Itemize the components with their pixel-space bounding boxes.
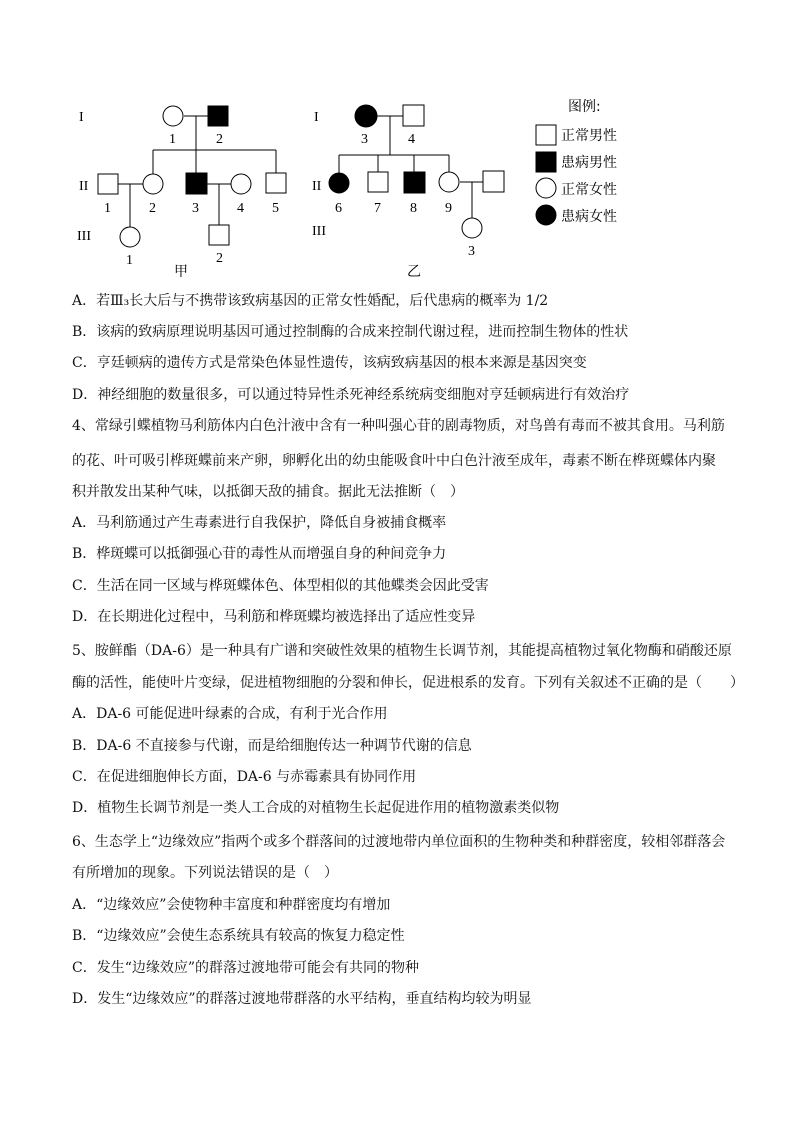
individual-number: 4 bbox=[237, 201, 244, 216]
individual-number: 1 bbox=[126, 253, 133, 268]
legend-label: 患病女性 bbox=[561, 209, 617, 225]
q5-stem-line: 5、胺鲜酯（DA-6）是一种具有广谱和突破性效果的植物生长调节剂，其能提高植物过氧化物酶和硝酸还原 bbox=[72, 643, 732, 659]
q4-option-a: A．马利筋通过产生毒素进行自我保护，降低自身被捕食概率 bbox=[72, 515, 447, 531]
affected-female-icon bbox=[355, 105, 377, 127]
individual-number: 1 bbox=[169, 132, 176, 147]
generation-label: I bbox=[314, 110, 319, 125]
q3-option-d: D．神经细胞的数量很多，可以通过特异性杀死神经系统病变细胞对亨廷顿病进行有效治疗 bbox=[72, 387, 630, 403]
normal-male-icon bbox=[98, 174, 118, 194]
normal-male-icon bbox=[483, 171, 504, 192]
generation-label: III bbox=[77, 229, 91, 244]
q6-stem-line: 6、生态学上“边缘效应”指两个或多个群落间的过渡地带内单位面积的生物种类和种群密度，较相邻群落会 bbox=[72, 834, 726, 850]
normal-male-icon bbox=[266, 173, 286, 193]
individual-number: 2 bbox=[216, 132, 223, 147]
individual-number: 9 bbox=[445, 201, 452, 216]
affected-male-icon bbox=[404, 172, 425, 193]
individual-number: 4 bbox=[408, 132, 415, 147]
affected-female-icon bbox=[536, 205, 556, 225]
individual-number: 1 bbox=[104, 201, 111, 216]
affected-male-icon bbox=[536, 152, 556, 172]
individual-number: 2 bbox=[216, 251, 223, 266]
normal-female-icon bbox=[163, 106, 183, 126]
q5-option-b: B．DA-6 不直接参与代谢，而是给细胞传达一种调节代谢的信息 bbox=[72, 738, 472, 754]
individual-number: 8 bbox=[410, 201, 417, 216]
individual-number: 7 bbox=[374, 201, 381, 216]
q5-option-c: C．在促进细胞伸长方面，DA-6 与赤霉素具有协同作用 bbox=[72, 769, 417, 785]
normal-female-icon bbox=[439, 172, 459, 192]
generation-label: II bbox=[79, 179, 89, 194]
figure-caption-jia: 甲 bbox=[174, 264, 188, 280]
individual-number: 5 bbox=[272, 201, 279, 216]
q5-option-d: D．植物生长调节剂是一类人工合成的对植物生长起促进作用的植物激素类似物 bbox=[72, 800, 560, 816]
q5-option-a: A．DA-6 可能促进叶绿素的合成，有利于光合作用 bbox=[72, 706, 388, 722]
individual-number: 3 bbox=[192, 201, 199, 216]
q5-stem-line: 酶的活性，能使叶片变绿，促进植物细胞的分裂和伸长，促进根系的发育。下列有关叙述不正确的是（ ） bbox=[72, 675, 744, 691]
q4-stem-line: 4、常绿引蝶植物马利筋体内白色汁液中含有一种叫强心苷的剧毒物质，对鸟兽有毒而不被其食用。马利筋 bbox=[72, 418, 725, 434]
affected-male-icon bbox=[186, 173, 207, 194]
normal-female-icon bbox=[231, 174, 251, 194]
q6-stem-line: 有所增加的现象。下列说法错误的是（ ） bbox=[72, 865, 338, 881]
generation-label: I bbox=[79, 110, 84, 125]
affected-female-icon bbox=[329, 173, 349, 193]
normal-female-icon bbox=[120, 227, 140, 247]
legend-label: 正常女性 bbox=[561, 182, 617, 198]
normal-female-icon bbox=[462, 218, 482, 238]
individual-number: 3 bbox=[468, 244, 475, 259]
q4-stem-line: 积并散发出某种气味，以抵御天敌的捕食。据此无法推断（ ） bbox=[72, 484, 464, 500]
q6-option-a: A．“边缘效应”会使物种丰富度和种群密度均有增加 bbox=[72, 897, 391, 913]
q6-option-d: D．发生“边缘效应”的群落过渡地带群落的水平结构，垂直结构均较为明显 bbox=[72, 991, 532, 1007]
affected-male-icon bbox=[208, 106, 228, 126]
individual-number: 6 bbox=[335, 201, 342, 216]
figure-caption-yi: 乙 bbox=[407, 264, 421, 280]
q4-option-d: D．在长期进化过程中，马利筋和桦斑蝶均被选择出了适应性变异 bbox=[72, 609, 476, 625]
normal-male-icon bbox=[536, 125, 556, 145]
q4-option-c: C．生活在同一区域与桦斑蝶体色、体型相似的其他蝶类会因此受害 bbox=[72, 578, 489, 594]
pedigree-figure bbox=[0, 0, 794, 290]
normal-female-icon bbox=[536, 178, 556, 198]
normal-female-icon bbox=[143, 174, 163, 194]
q3-option-a: A．若Ⅲ₃长大后与不携带该致病基因的正常女性婚配，后代患病的概率为 1/2 bbox=[72, 293, 549, 309]
q3-option-c: C．亨廷顿病的遗传方式是常染色体显性遗传，该病致病基因的根本来源是基因突变 bbox=[72, 355, 587, 371]
normal-male-icon bbox=[403, 105, 424, 126]
normal-male-icon bbox=[209, 225, 229, 245]
q4-stem-line: 的花、叶可吸引桦斑蝶前来产卵，卵孵化出的幼虫能吸食叶中白色汁液至成年，毒素不断在桦斑蝶体内聚 bbox=[72, 453, 716, 469]
individual-number: 3 bbox=[361, 132, 368, 147]
individual-number: 2 bbox=[149, 201, 156, 216]
legend-label: 正常男性 bbox=[561, 128, 617, 144]
legend-label: 患病男性 bbox=[561, 155, 617, 171]
q3-option-b: B．该病的致病原理说明基因可通过控制酶的合成来控制代谢过程，进而控制生物体的性状 bbox=[72, 324, 629, 340]
generation-label: II bbox=[312, 179, 322, 194]
legend-title: 图例: bbox=[568, 99, 601, 115]
q6-option-b: B．“边缘效应”会使生态系统具有较高的恢复力稳定性 bbox=[72, 928, 405, 944]
q4-option-b: B．桦斑蝶可以抵御强心苷的毒性从而增强自身的种间竞争力 bbox=[72, 546, 447, 562]
normal-male-icon bbox=[368, 172, 388, 192]
q6-option-c: C．发生“边缘效应”的群落过渡地带可能会有共同的物种 bbox=[72, 960, 420, 976]
generation-label: III bbox=[312, 224, 326, 239]
